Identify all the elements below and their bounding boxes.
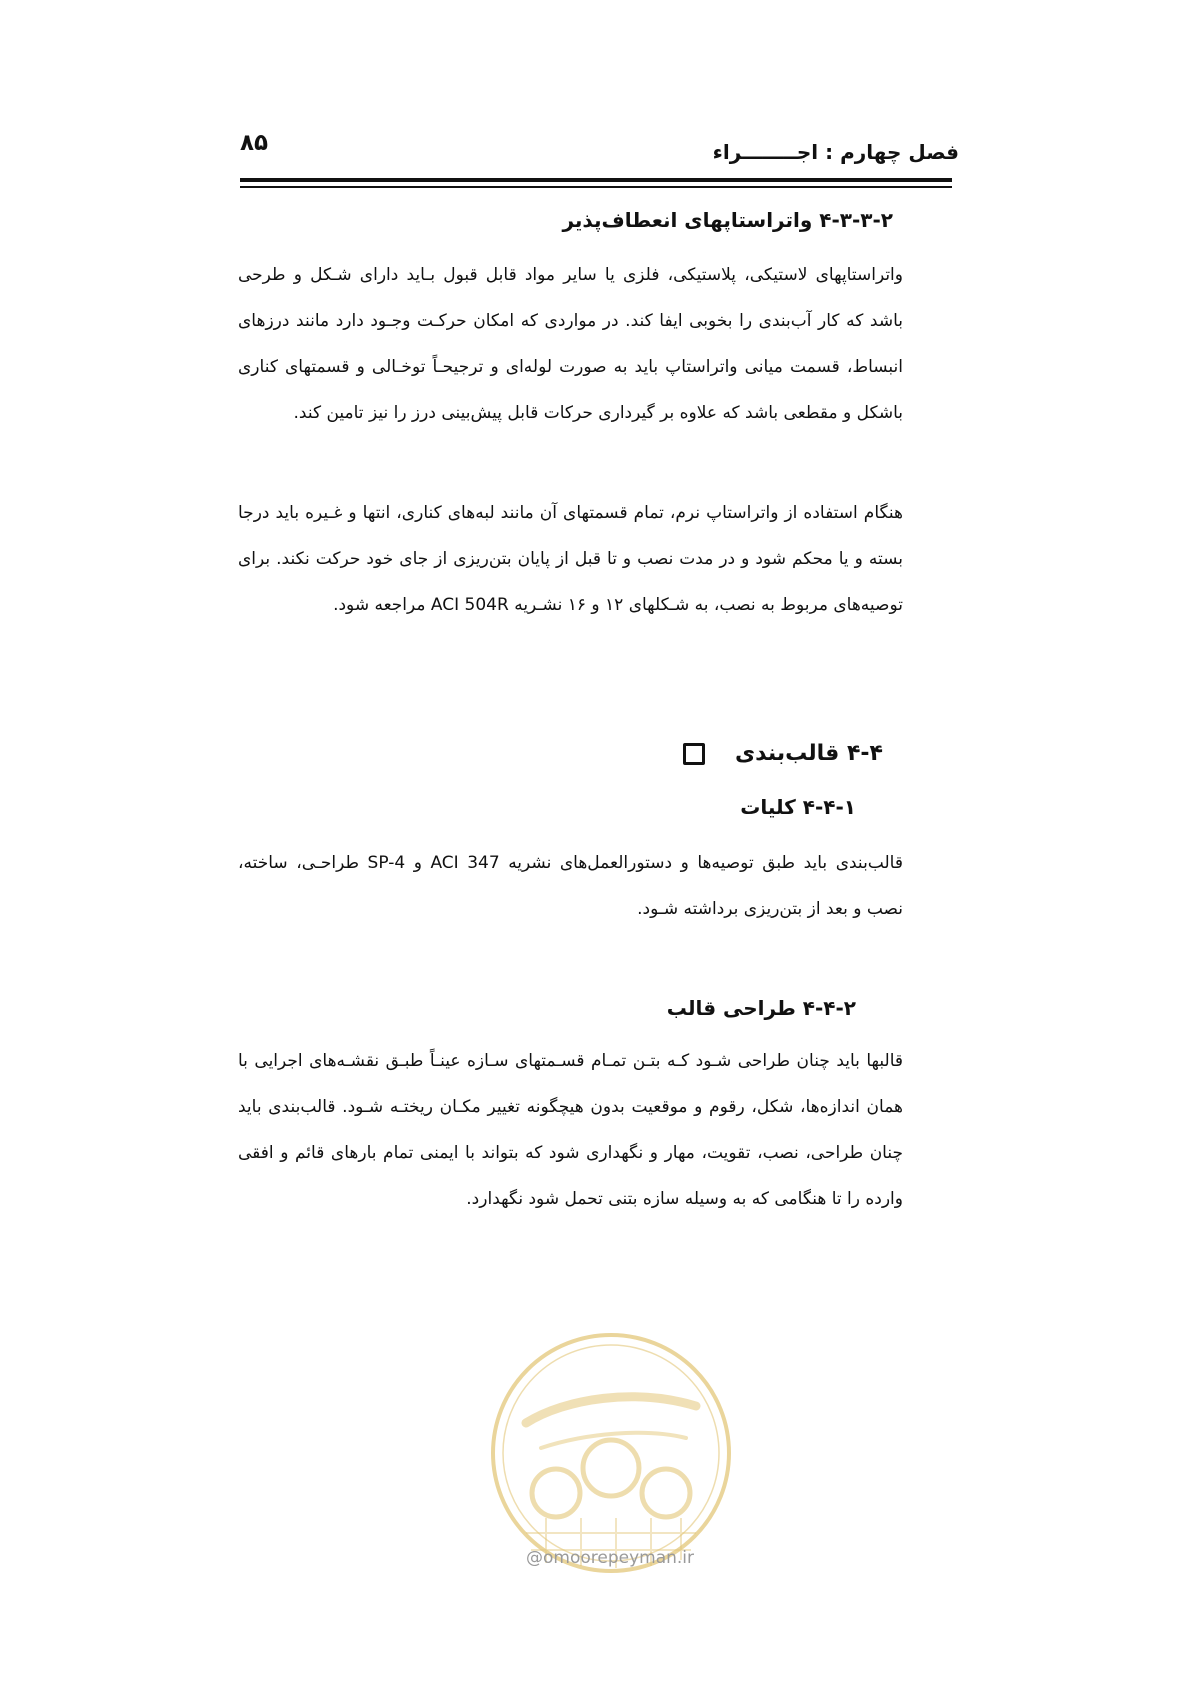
heading-form-design: ۴-۴-۲ طراحی قالب <box>666 996 856 1020</box>
checkbox-icon <box>683 743 705 765</box>
header-rule-thin <box>240 186 952 188</box>
paragraph-flexible-waterstops: واتراستاپهای لاستیکی، پلاستیکی، فلزی یا سایر مواد قابل قبول بـاید دارای شـکل و طرحی باشد که کار آب‌بندی را بخوبی ایفا کند. در مواردی که امکان حرکـت وجـود دارد مانند درزهای انبساط، قسمت میانی واتراستاپ باید به صورت لوله‌ای و ترجیحـاً توخـالی و قسمتهای کناری باشکل و مقطعی باشد که علاوه بر گیرداری حرکات قابل پیش‌بینی درز را نیز تامین کند. <box>238 265 903 423</box>
paragraph-soft-waterstop: هنگام استفاده از واتراستاپ نرم، تمام قسمتهای آن مانند لبه‌های کناری، انتها و غـیره باید درجا بسته و یا محکم شود و در مدت نصب و تا قبل از پایان بتن‌ریزی از جای خود حرکت نکند. برای توصیه‌های مربوط به نصب، به شـکلهای ۱۲ و ۱۶ نشـریه ACI 504R مراجعه شود. <box>238 503 903 615</box>
page-number: ۸۵ <box>240 130 269 156</box>
header-rule-thick <box>240 178 952 182</box>
section-heading-formwork <box>683 741 883 766</box>
sub-heading: ۴-۳-۳-۲ واتراستاپهای انعطاف‌پذیر <box>562 208 893 232</box>
paragraph-form-design: قالبها باید چنان طراحی شـود کـه بتـن تمـام قسـمتهای سـازه عینـاً طبـق نقشـه‌های اجرایی با همان اندازه‌ها، شکل، رقوم و موقعیت بدون هیچگونه تغییر مکـان ریختـه شـود. قالب‌بندی باید چنان طراحی، نصب، تقویت، مهار و نگهداری شود که بتواند با ایمنی تمام بارهای قائم و افقی وارده را تا هنگامی که به وسیله سازه بتنی تحمل شود نگهدارد. <box>238 1051 903 1209</box>
paragraph-general: قالب‌بندی باید طبق توصیه‌ها و دستورالعمل‌های نشریه ACI 347 و SP-4 طراحـی، ساخته، نصب و بعد از بتن‌ریزی برداشته شـود. <box>238 853 903 919</box>
chapter-title: فصل چهارم : اجــــــــراء <box>712 140 959 164</box>
watermark-url: @omoorepeyman.ir <box>525 1548 695 1568</box>
heading-general: ۴-۴-۱ کلیات <box>740 795 856 819</box>
section-heading-label: ۴-۴ قالب‌بندی <box>735 741 883 766</box>
watermark-seal-icon <box>486 1328 736 1578</box>
